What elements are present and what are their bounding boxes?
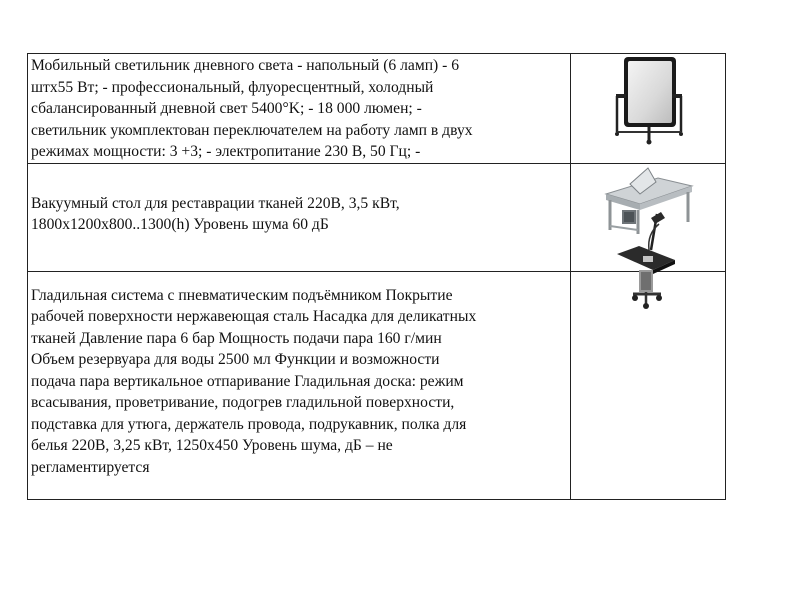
description-cell <box>28 54 571 164</box>
daylight-floor-lamp-photo <box>608 54 688 146</box>
image-cell <box>571 54 726 164</box>
table-row <box>28 271 726 499</box>
description-cell <box>28 163 571 271</box>
equipment-table <box>27 53 726 500</box>
row-description: Вакуумный стол для реставрации тканей 220В, 3,5 кВт, 1800х1200х800..1300(h) Уровень шума 60 дБ <box>31 194 400 233</box>
row-description: Мобильный светильник дневного света - напольный (6 ламп) - 6 штх55 Вт; - профессиональный, флуоресцентный, холодный сбалансированный дневной свет 5400°K; - 18 000 люмен; - светильник укомплектован переключателем на работу ламп в двух режимах мощности: 3 +3; - электропитание 230 В, 50 Гц; - <box>31 57 473 160</box>
table-row <box>28 54 726 164</box>
image-cell <box>571 271 726 499</box>
row-description: Гладильная система с пневматическим подъёмником Покрытие рабочей поверхности нержавеющая сталь Насадка для деликатных тканей Давление пара 6 бар Мощность подачи пара 160 г/мин Объем резервуара для воды 2500 мл Функции и возможности подача пара вертикальное отпаривание Гладильная доска: режим всасывания, проветривание, подогрев гладильной поверхности, подставка для утюга, держатель провода, подрукавник, полка для белья 220В, 3,25 кВт, 1250х450 Уровень шума, дБ – не регламентируется <box>31 286 477 476</box>
ironing-system-photo <box>613 210 683 310</box>
description-cell <box>28 271 571 499</box>
